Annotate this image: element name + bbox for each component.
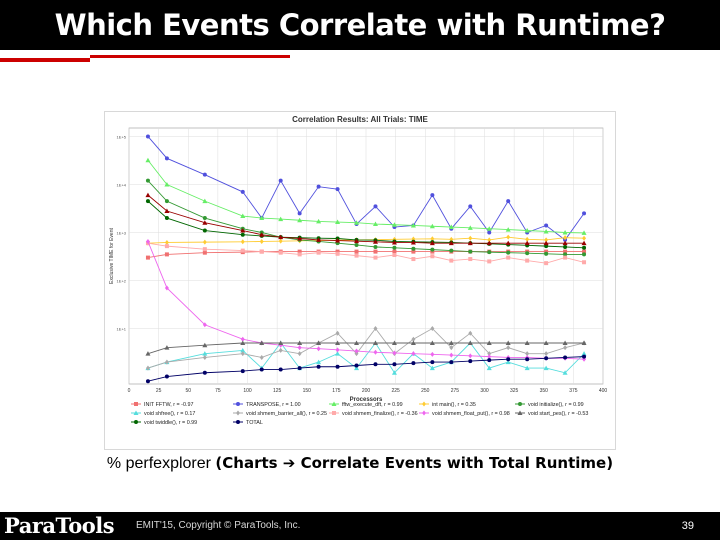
y-tick-label: 1E+4 [116, 182, 126, 188]
data-point [236, 420, 240, 424]
legend-label: INIT FFTW, r = -0.97 [144, 402, 194, 408]
legend-label: TRANSPOSE, r = 1.00 [246, 402, 301, 408]
data-point [165, 199, 169, 203]
data-point [449, 249, 453, 253]
y-tick-label: 1E+3 [116, 230, 126, 236]
slide-title: Which Events Correlate with Runtime? [54, 8, 666, 42]
x-tick-label: 175 [332, 388, 341, 394]
data-point [582, 252, 586, 256]
data-point [506, 256, 510, 260]
data-point [279, 368, 283, 372]
correlation-chart [104, 111, 616, 450]
data-point [430, 360, 434, 364]
caption [0, 452, 720, 475]
data-point [392, 362, 396, 366]
x-tick-label: 0 [127, 388, 131, 394]
data-point [355, 250, 359, 254]
data-point [411, 257, 415, 261]
data-point [241, 249, 245, 253]
data-point [260, 250, 264, 254]
data-point [487, 250, 491, 254]
data-point [506, 357, 510, 361]
data-point [355, 254, 359, 258]
legend-label: void shmem_finalize(), r = -0.36 [342, 411, 418, 417]
data-point [134, 420, 138, 424]
data-point [355, 243, 359, 247]
x-axis-label: Processors [349, 397, 383, 403]
data-point [355, 363, 359, 367]
data-point [449, 259, 453, 263]
x-tick-label: 400 [598, 388, 608, 394]
data-point [146, 179, 150, 183]
footer-copyright: EMIT'15, Copyright © ParaTools, Inc. [136, 520, 301, 531]
data-point [241, 233, 245, 237]
data-point [487, 259, 491, 263]
y-axis-label: Exclusive TIME for Event [109, 228, 115, 284]
data-point [298, 211, 302, 215]
data-point [430, 193, 434, 197]
footer-bar [0, 512, 720, 540]
data-point [373, 250, 377, 254]
data-point [165, 216, 169, 220]
data-point [317, 365, 321, 369]
data-point [236, 411, 240, 416]
data-point [544, 356, 548, 360]
x-tick-label: 275 [450, 388, 460, 394]
data-point [165, 156, 169, 160]
data-point [582, 355, 586, 359]
legend-label: fftw_execute_dft, r = 0.99 [342, 402, 403, 408]
data-point [430, 254, 434, 258]
x-tick-label: 50 [185, 388, 192, 394]
data-point [146, 379, 150, 383]
data-point [336, 187, 340, 191]
data-point [430, 248, 434, 252]
legend-label: TOTAL [246, 420, 263, 426]
data-point [563, 245, 567, 249]
caption-note: (Charts ➔ Correlate Events with Total Runtime) [215, 454, 614, 472]
chart-title: Correlation Results: All Trials: TIME [292, 115, 428, 124]
data-point [525, 357, 529, 361]
data-point [203, 251, 207, 255]
paratools-logo: ParaTools [4, 513, 115, 538]
data-point [525, 259, 529, 263]
y-tick-label: 1E+5 [116, 134, 126, 140]
legend-label: void initialize(), r = 0.99 [528, 402, 584, 408]
data-point [279, 251, 283, 255]
x-tick-label: 300 [480, 388, 489, 394]
legend-label: void twiddle(), r = 0.99 [144, 420, 198, 426]
data-point [134, 402, 138, 406]
x-tick-label: 225 [391, 388, 400, 394]
data-point [422, 402, 426, 407]
data-point [146, 256, 150, 260]
data-point [582, 246, 586, 250]
data-point [203, 371, 207, 375]
data-point [203, 247, 207, 251]
data-point [506, 251, 510, 255]
data-point [563, 256, 567, 260]
data-point [468, 250, 472, 254]
data-point [487, 230, 491, 234]
x-tick-label: 200 [361, 388, 371, 394]
data-point [203, 173, 207, 177]
data-point [317, 185, 321, 189]
data-point [544, 223, 548, 227]
data-point [203, 216, 207, 220]
data-point [236, 402, 240, 406]
data-point [165, 244, 169, 248]
data-point [203, 229, 207, 233]
legend-label: void shmem_barrier_all(), r = 0.25 [246, 411, 328, 417]
data-point [563, 355, 567, 359]
data-point [373, 245, 377, 249]
x-tick-label: 25 [155, 388, 162, 394]
data-point [411, 361, 415, 365]
data-point [317, 251, 321, 255]
data-point [544, 252, 548, 256]
data-point [392, 253, 396, 257]
chart-svg [105, 112, 615, 449]
data-point [298, 366, 302, 370]
data-point [146, 199, 150, 203]
data-point [260, 368, 264, 372]
data-point [422, 411, 426, 416]
data-point [165, 252, 169, 256]
data-point [146, 134, 150, 138]
legend-label: void start_pes(), r = -0.53 [528, 411, 589, 417]
data-point [544, 261, 548, 265]
data-point [506, 199, 510, 203]
data-point [518, 402, 522, 406]
x-tick-label: 250 [421, 388, 430, 394]
page-number: 39 [681, 520, 694, 532]
accent-line [90, 55, 290, 58]
y-tick-label: 1E+1 [116, 326, 126, 332]
data-point [298, 252, 302, 256]
legend-label: void shfree(), r = 0.17 [144, 411, 196, 417]
x-tick-label: 100 [243, 388, 252, 394]
data-point [468, 204, 472, 208]
accent-line [0, 58, 90, 62]
x-tick-label: 75 [215, 388, 221, 394]
data-point [165, 375, 169, 379]
data-point [241, 190, 245, 194]
data-point [525, 251, 529, 255]
data-point [468, 359, 472, 363]
data-point [279, 179, 283, 183]
data-point [336, 252, 340, 256]
data-point [449, 360, 453, 364]
data-point [392, 246, 396, 250]
caption-command: % perfexplorer [106, 455, 211, 472]
data-point [487, 358, 491, 362]
data-point [241, 369, 245, 373]
y-tick-label: 1E+2 [116, 278, 126, 284]
data-point [332, 411, 336, 415]
data-point [468, 257, 472, 261]
data-point [582, 260, 586, 264]
data-point [373, 256, 377, 260]
legend-label: int main(), r = 0.35 [432, 402, 476, 408]
legend-label: void shmem_float_put(), r = 0.98 [432, 411, 510, 417]
data-point [373, 362, 377, 366]
x-tick-label: 125 [272, 388, 282, 394]
x-tick-label: 150 [302, 388, 311, 394]
data-point [373, 204, 377, 208]
x-tick-label: 350 [539, 388, 548, 394]
data-point [582, 211, 586, 215]
x-tick-label: 325 [509, 388, 519, 394]
data-point [336, 365, 340, 369]
x-tick-label: 375 [569, 388, 578, 394]
data-point [411, 247, 415, 251]
